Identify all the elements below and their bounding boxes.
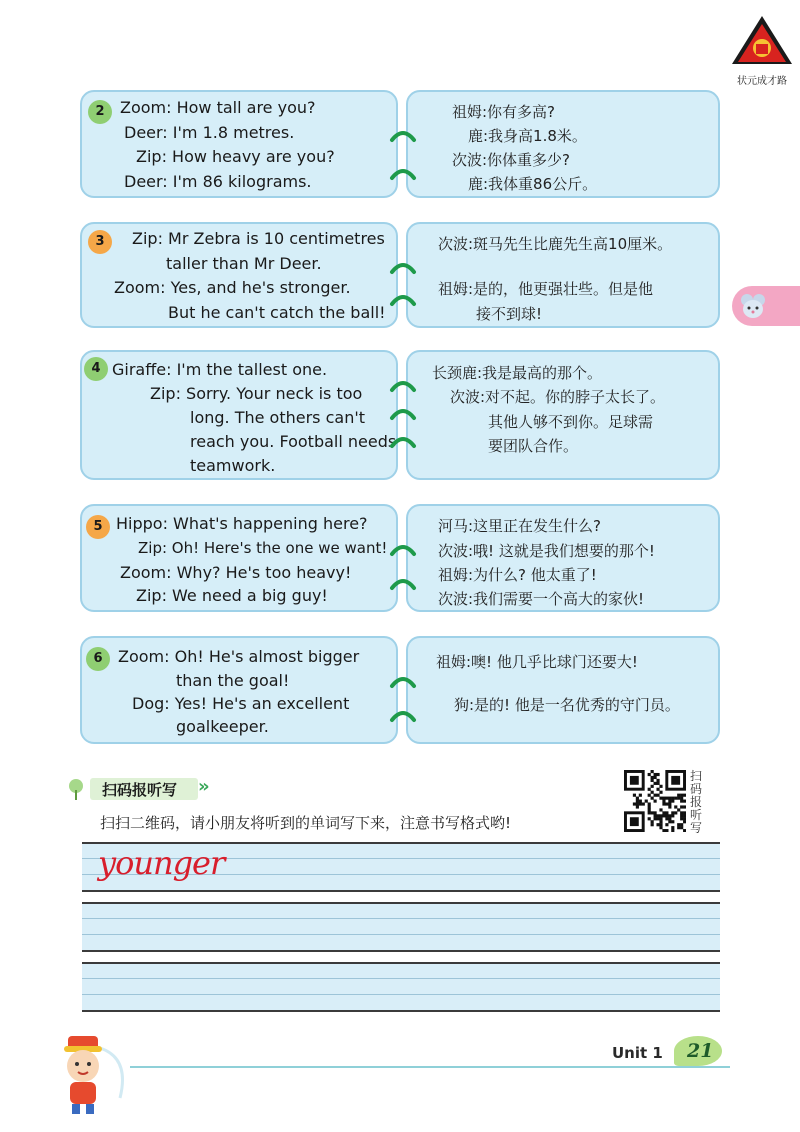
dialog-line: Dog: Yes! He's an excellent: [132, 694, 350, 713]
binder-ring-icon: [392, 411, 414, 418]
section-title: 扫码报听写: [102, 781, 178, 799]
translation-line: 祖姆:为什么? 他太重了!: [438, 566, 597, 584]
binder-ring-icon: [392, 581, 414, 588]
dialog-line: reach you. Football needs: [190, 432, 397, 451]
binder-ring-icon: [392, 679, 414, 686]
mascot-illustration: [50, 1028, 130, 1118]
translation-line: 其他人够不到你。足球需: [488, 413, 654, 431]
translation-line: 次波:你体重多少?: [452, 151, 571, 169]
dialog-line: Deer: I'm 86 kilograms.: [124, 172, 312, 191]
dialog-line: Zip: We need a big guy!: [136, 586, 328, 605]
dialog-line: Zoom: Why? He's too heavy!: [120, 563, 352, 582]
dialog-number-badge: 3: [88, 230, 112, 254]
translation-line: 次波:斑马先生比鹿先生高10厘米。: [438, 235, 673, 253]
translation-line: 要团队合作。: [488, 437, 579, 455]
translation-line: 长颈鹿:我是最高的那个。: [432, 364, 603, 382]
translation-line: 河马:这里正在发生什么?: [438, 517, 602, 535]
dialog-line: Zip: Mr Zebra is 10 centimetres: [132, 229, 385, 248]
binder-ring-icon: [392, 171, 414, 178]
publisher-logo-text: 状元成才路: [737, 76, 787, 87]
dialog-line: Zoom: How tall are you?: [120, 98, 316, 117]
tree-icon: [66, 778, 86, 802]
dialog-line: Zoom: Oh! He's almost bigger: [118, 647, 360, 666]
translation-line: 祖姆:是的，他更强壮些。但是他: [438, 280, 654, 298]
translation-line: 祖姆:你有多高?: [452, 103, 556, 121]
dialog-line: But he can't catch the ball!: [168, 303, 386, 322]
handwritten-answer: younger: [98, 844, 225, 882]
dialog-line: Giraffe: I'm the tallest one.: [112, 360, 328, 379]
translation-line: 狗:是的! 他是一名优秀的守门员。: [454, 696, 680, 714]
binder-ring-icon: [392, 439, 414, 446]
translation-line: 次波:我们需要一个高大的家伙!: [438, 590, 645, 608]
dialog-line: goalkeeper.: [176, 717, 269, 736]
dialog-line: Zip: Sorry. Your neck is too: [150, 384, 363, 403]
translation-line: 接不到球!: [476, 305, 543, 323]
writing-lines[interactable]: [82, 962, 720, 1012]
dialog-line: Hippo: What's happening here?: [116, 514, 368, 533]
binder-ring-icon: [392, 383, 414, 390]
dialog-line: teamwork.: [190, 456, 276, 475]
qr-code[interactable]: [624, 770, 686, 832]
dialog-line: than the goal!: [176, 671, 290, 690]
dialog-number-badge: 6: [86, 647, 110, 671]
dialog-line: Deer: I'm 1.8 metres.: [124, 123, 295, 142]
binder-ring-icon: [392, 547, 414, 554]
page-number: 21: [687, 1040, 714, 1062]
dialog-line: long. The others can't: [190, 408, 366, 427]
dialog-number-badge: 4: [84, 357, 108, 381]
binder-ring-icon: [392, 297, 414, 304]
unit-label: Unit 1: [612, 1044, 663, 1062]
qr-label: 扫码报听写: [690, 769, 703, 835]
double-chevron-icon: »: [198, 776, 210, 797]
writing-lines[interactable]: [82, 902, 720, 952]
dialog-number-badge: 2: [88, 100, 112, 124]
dialog-number-badge: 5: [86, 515, 110, 539]
translation-line: 鹿:我体重86公斤。: [468, 175, 598, 193]
binder-ring-icon: [392, 133, 414, 140]
dialog-line: Zoom: Yes, and he's stronger.: [114, 278, 351, 297]
dialog-line: Zip: How heavy are you?: [136, 147, 335, 166]
footer-divider: [130, 1066, 730, 1068]
translation-line: 次波:哦! 这就是我们想要的那个!: [438, 542, 655, 560]
dialog-line: Zip: Oh! Here's the one we want!: [138, 539, 388, 557]
binder-ring-icon: [392, 713, 414, 720]
translation-line: 鹿:我身高1.8米。: [468, 127, 587, 145]
section-header: [66, 776, 226, 802]
section-instruction: 扫扫二维码，请小朋友将听到的单词写下来，注意书写格式哟!: [100, 814, 512, 832]
binder-ring-icon: [392, 265, 414, 272]
translation-line: 次波:对不起。你的脖子太长了。: [450, 388, 666, 406]
dialog-line: taller than Mr Deer.: [166, 254, 322, 273]
translation-line: 祖姆:噢! 他几乎比球门还要大!: [436, 653, 638, 671]
